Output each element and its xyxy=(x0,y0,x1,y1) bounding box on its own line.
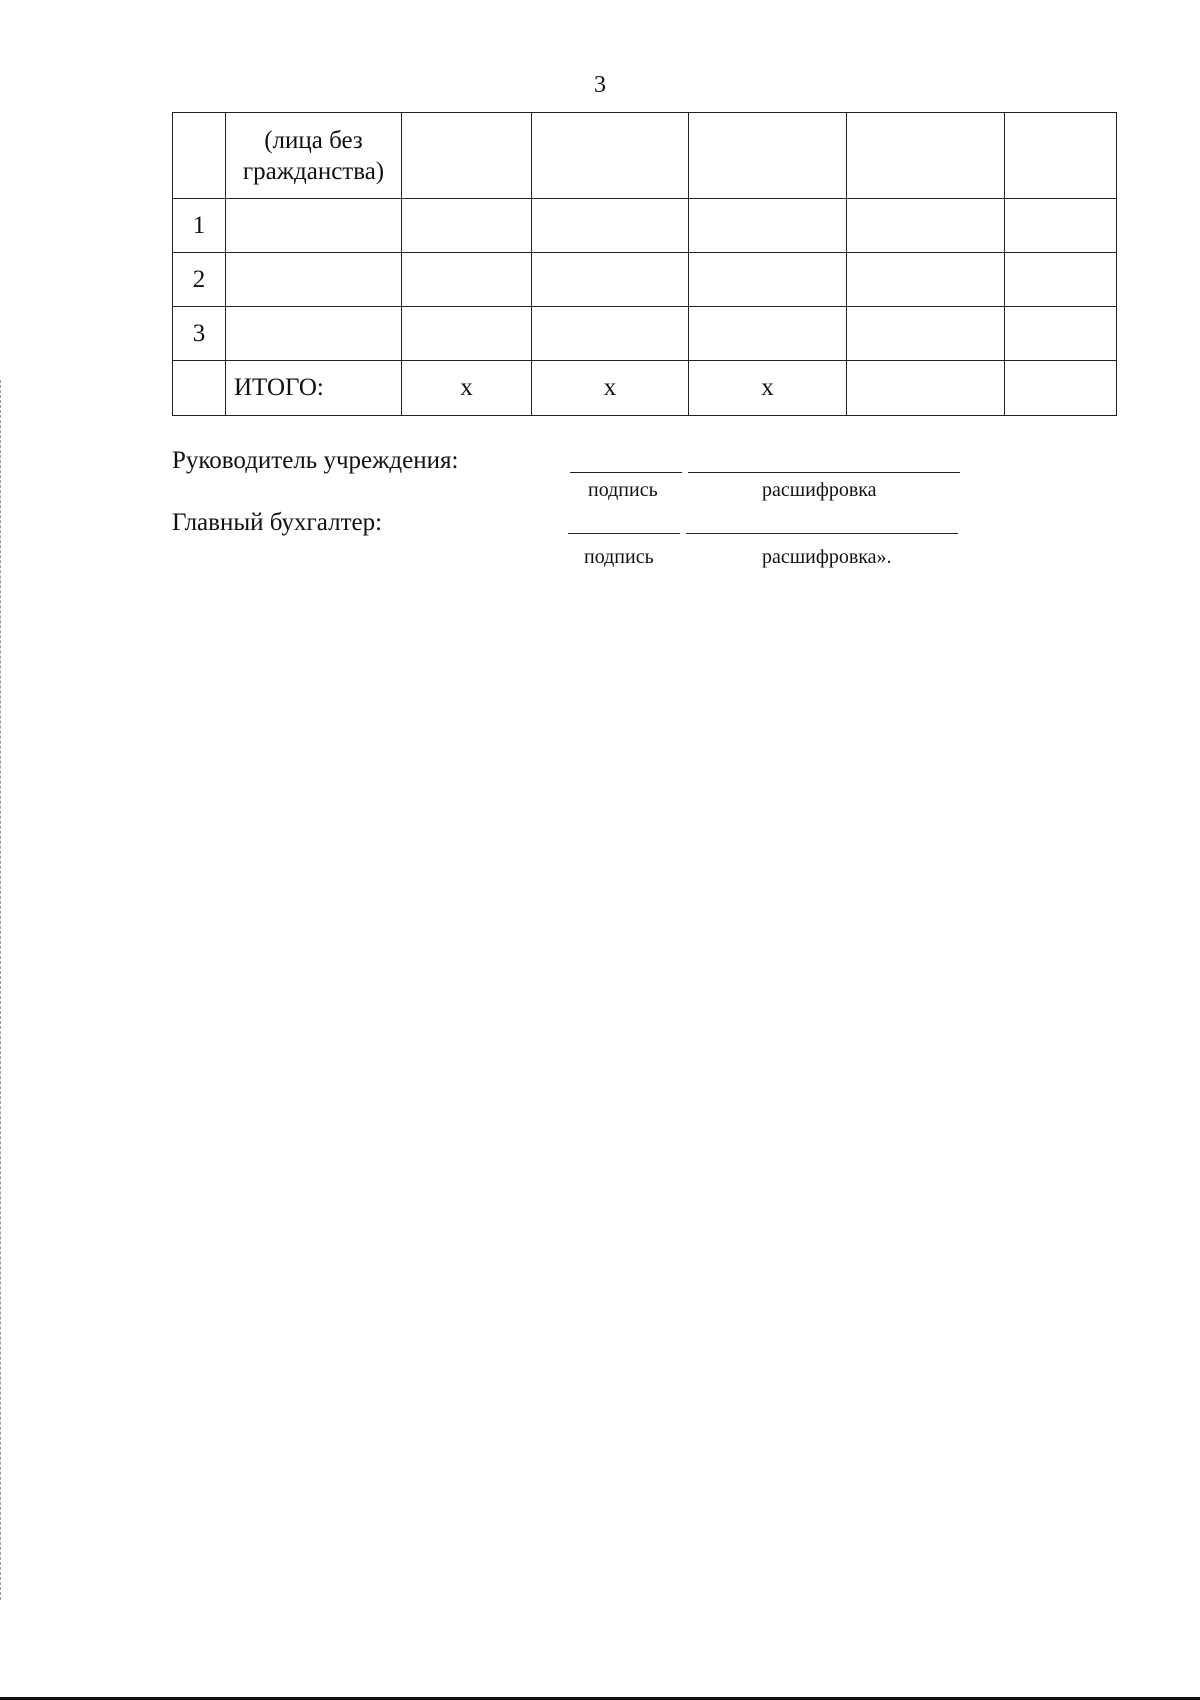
row-cell xyxy=(532,253,689,307)
header-num-cell xyxy=(173,113,226,199)
row-cell xyxy=(532,199,689,253)
row-cell xyxy=(402,199,532,253)
head-decode-caption: расшифровка xyxy=(762,479,877,501)
total-num-cell xyxy=(173,361,226,416)
row-name-cell xyxy=(226,307,402,361)
row-cell xyxy=(847,253,1005,307)
head-signature-line xyxy=(570,472,682,473)
header-col-3 xyxy=(689,113,847,199)
row-cell xyxy=(689,307,847,361)
accountant-decode-caption: расшифровка». xyxy=(762,546,892,568)
header-name-cell xyxy=(226,113,402,199)
total-cell-x: х xyxy=(532,361,689,416)
scan-edge-artifact xyxy=(0,380,3,1600)
row-number: 3 xyxy=(173,307,226,361)
header-col-2 xyxy=(532,113,689,199)
table-header-row xyxy=(173,113,1117,199)
header-col-4 xyxy=(847,113,1005,199)
head-signature-caption: подпись xyxy=(588,479,658,501)
accountant-signature-caption: подпись xyxy=(584,546,654,568)
row-number: 1 xyxy=(173,199,226,253)
row-name-cell xyxy=(226,253,402,307)
row-cell xyxy=(402,307,532,361)
row-cell xyxy=(532,307,689,361)
total-cell-x: х xyxy=(689,361,847,416)
total-label: ИТОГО: xyxy=(226,361,402,416)
row-number: 2 xyxy=(173,253,226,307)
page-number: 3 xyxy=(594,72,606,98)
chief-accountant-label: Главный бухгалтер: xyxy=(172,509,383,536)
row-cell xyxy=(847,199,1005,253)
row-cell xyxy=(1005,253,1117,307)
total-cell-x: х xyxy=(402,361,532,416)
row-cell xyxy=(689,253,847,307)
table-row xyxy=(173,199,1117,253)
row-cell xyxy=(1005,307,1117,361)
row-name-cell xyxy=(226,199,402,253)
row-cell xyxy=(847,307,1005,361)
head-of-institution-label: Руководитель учреждения: xyxy=(172,447,459,474)
table-row xyxy=(173,253,1117,307)
header-col-1 xyxy=(402,113,532,199)
row-cell xyxy=(1005,199,1117,253)
table-row xyxy=(173,307,1117,361)
row-cell xyxy=(402,253,532,307)
row-cell xyxy=(689,199,847,253)
table-total-row xyxy=(173,361,1117,416)
total-cell xyxy=(847,361,1005,416)
accountant-signature-line xyxy=(568,533,680,534)
accountant-decode-line xyxy=(686,533,958,534)
report-table xyxy=(172,112,1117,416)
stateless-persons-label: (лица без гражданства) xyxy=(242,126,385,185)
header-col-5 xyxy=(1005,113,1117,199)
head-decode-line xyxy=(688,472,960,473)
total-cell xyxy=(1005,361,1117,416)
